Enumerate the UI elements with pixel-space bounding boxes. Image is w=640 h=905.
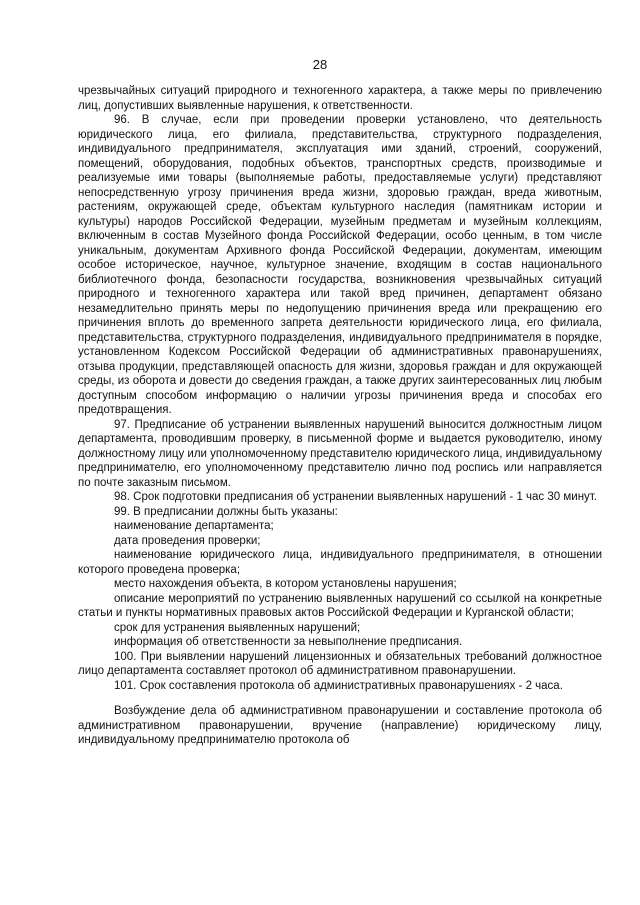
paragraph: дата проведения проверки; <box>114 534 261 547</box>
paragraph: 97. Предписание об устранении выявленных нарушений выносится должностным лицом департамента, проводившим проверку, в письменной форме и выдается руководителю, иному должностному лицу или уполномоченному представителю юридического лица, индивидуальному предпринимателю, его уполномоченному представителю лично под роспись или направляется по почте заказным письмом. <box>78 418 602 489</box>
paragraph: 100. При выявлении нарушений лицензионных и обязательных требований должностное лицо департамента составляет протокол об административном правонарушении. <box>78 650 602 677</box>
paragraph: 96. В случае, если при проведении проверки установлено, что деятельность юридического лица, его филиала, представительства, структурного подразделения, индивидуального предпринимателя, эксплуатация ими зданий, строений, сооружений, помещений, оборудования, подобных объектов, транспортных средств, производимые и реализуемые ими товары (выполняемые работы, предоставляемые услуги) представляют непосредственную угрозу причинения вреда жизни, здоровью граждан, вреда животным, растениям, окружающей среде, объектам культурного наследия (памятникам истории и культуры) народов Российской Федерации, музейным предметам и музейным коллекциям, включенным в состав Музейного фонда Российской Федерации, особо ценным, в том числе уникальным, документам Архивного фонда Российской Федерации, документам, имеющим особое историческое, научное, культурное значение, входящим в состав национального библиотечного фонда, безопасности государства, возникновения чрезвычайных ситуаций природного и техногенного характера или такой вред причинен, департамент обязано незамедлительно принять меры по недопущению причинения вреда или прекращению его причинения вплоть до временного запрета деятельности юридического лица, его филиала, представительства, структурного подразделения, индивидуального предпринимателя в порядке, установленном Кодексом Российской Федерации об административных правонарушениях, отзыва продукции, представляющей опасность для жизни, здоровья граждан и для окружающей среды, из оборота и довести до сведения граждан, а также других заинтересованных лиц любым доступным способом информацию о наличии угрозы причинения вреда и способах его предотвращения. <box>78 114 602 416</box>
paragraph: место нахождения объекта, в котором установлены нарушения; <box>114 578 457 590</box>
paragraph: информация об ответственности за невыполнение предписания. <box>114 636 463 648</box>
paragraph: чрезвычайных ситуаций природного и техногенного характера, а также меры по привлечению лиц, допустивших выявленные нарушения, к ответственности. <box>78 85 602 112</box>
paragraph: 101. Срок составления протокола об административных правонарушениях - 2 часа. <box>114 679 563 692</box>
paragraph: наименование юридического лица, индивидуального предпринимателя, в отношении которого проведена проверка; <box>78 549 602 576</box>
paragraph: описание мероприятий по устранению выявленных нарушений со ссылкой на конкретные статьи и пункты нормативных правовых актов Российской Федерации и Курганской области; <box>78 592 602 619</box>
paragraph: 99. В предписании должны быть указаны: <box>114 505 338 518</box>
paragraph: Возбуждение дела об административном правонарушении и составление протокола об административном правонарушении, вручение (направление) юридическому лицу, индивидуальному предпринимателю протокола об <box>78 705 602 746</box>
body-text <box>78 84 602 748</box>
paragraph: срок для устранения выявленных нарушений; <box>114 621 361 634</box>
page-number: 28 <box>312 57 328 72</box>
paragraph: наименование департамента; <box>114 520 274 532</box>
paragraph: 98. Срок подготовки предписания об устранении выявленных нарушений - 1 час 30 минут. <box>114 491 597 503</box>
